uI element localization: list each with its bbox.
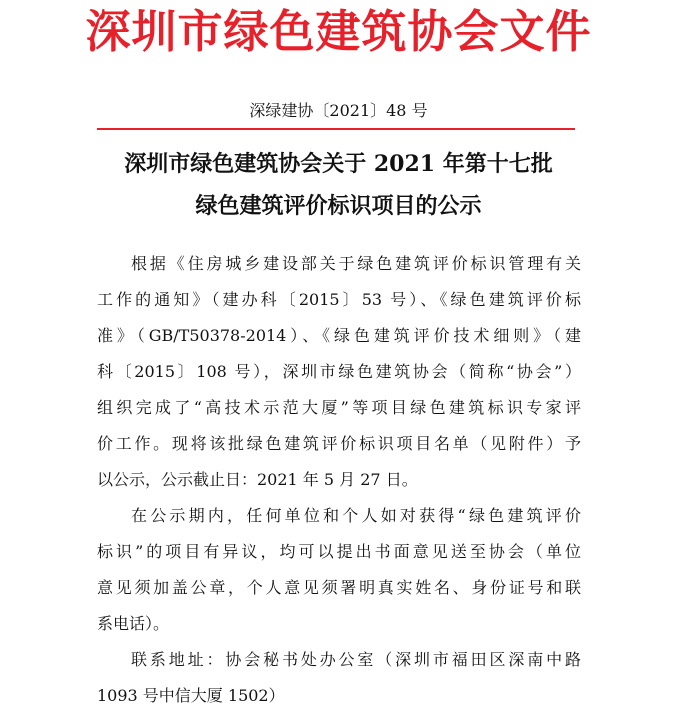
paragraph-contact bbox=[97, 642, 581, 714]
body-line: 系电话）。 bbox=[97, 614, 170, 633]
document-number: 深绿建协〔2021〕48 号 bbox=[249, 101, 428, 120]
body-line: 标识”的项目有异议，均可以提出书面意见送至协会（单位 bbox=[97, 542, 581, 561]
paragraph-basis bbox=[97, 246, 581, 498]
red-divider-rule bbox=[97, 128, 575, 130]
body-line: 科〔2015〕108 号），深圳市绿色建筑协会（简称“协会”） bbox=[97, 362, 581, 381]
body-line: 组织完成了“高技术示范大厦”等项目绿色建筑标识专家评 bbox=[97, 398, 581, 417]
body-line: 根据《住房城乡建设部关于绿色建筑评价标识管理有关 bbox=[131, 254, 581, 273]
notice-title-line-1: 深圳市绿色建筑协会关于 2021 年第十七批 bbox=[124, 151, 553, 177]
paragraph-objection bbox=[97, 498, 581, 642]
body-line: 1093 号中信大厦 1502） bbox=[97, 686, 285, 705]
body-line: 在公示期内，任何单位和个人如对获得“绿色建筑评价 bbox=[131, 506, 581, 525]
body-line: 以公示，公示截止日：2021 年 5 月 27 日。 bbox=[97, 470, 418, 489]
body-line: 工作的通知》（建办科〔2015〕53 号）、《绿色建筑评价标 bbox=[97, 290, 581, 309]
body-line: 意见须加盖公章，个人意见须署明真实姓名、身份证号和联 bbox=[97, 578, 581, 597]
notice-title-line-2: 绿色建筑评价标识项目的公示 bbox=[195, 193, 482, 219]
issuer-header-title: 深圳市绿色建筑协会文件 bbox=[85, 5, 592, 58]
body-line: 联系地址：协会秘书处办公室（深圳市福田区深南中路 bbox=[131, 650, 581, 669]
body-line: 价工作。现将该批绿色建筑评价标识项目名单（见附件）予 bbox=[97, 434, 581, 453]
notice-body bbox=[97, 246, 581, 714]
body-line: 准》（GB/T50378-2014）、《绿色建筑评价技术细则》（建 bbox=[97, 326, 581, 345]
